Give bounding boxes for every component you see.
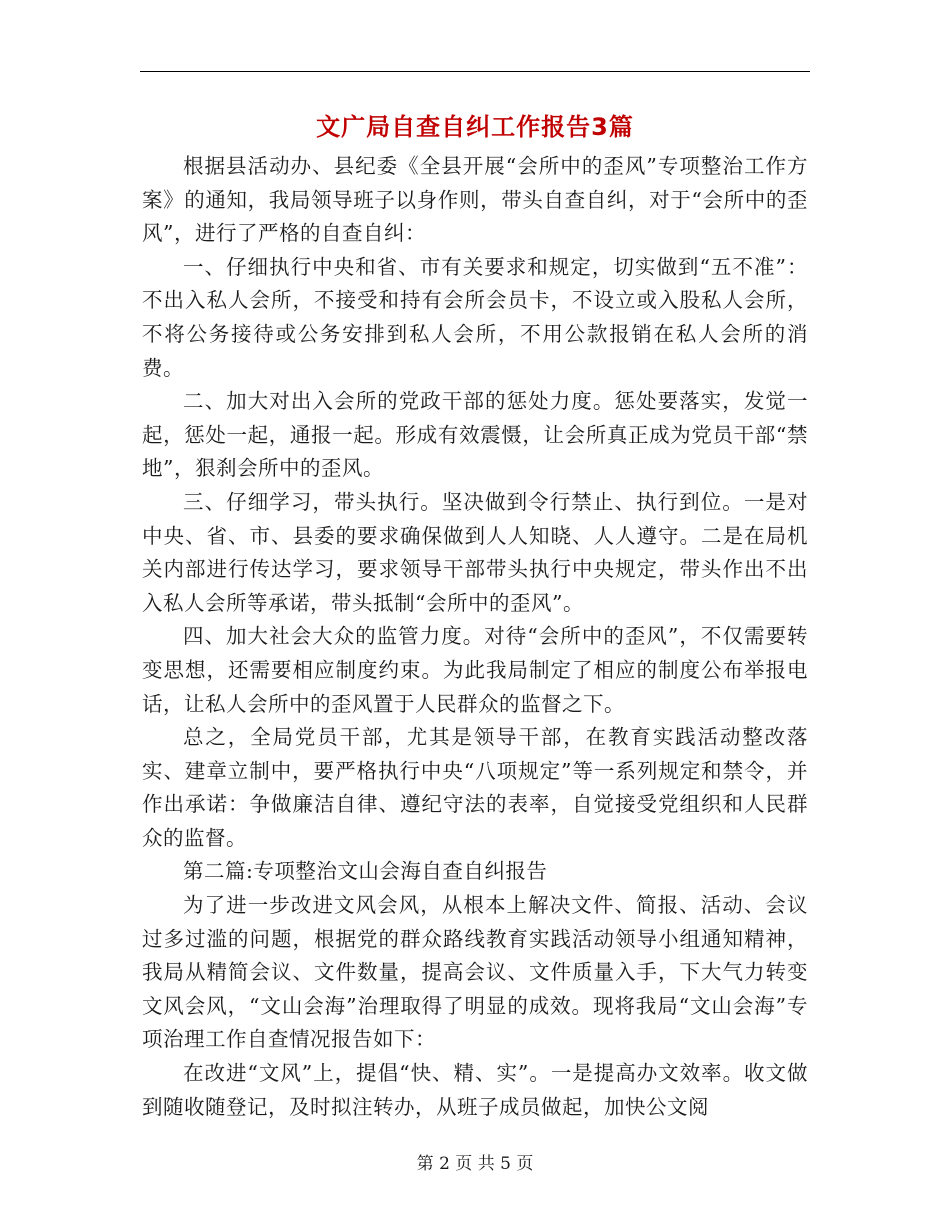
paragraph-point-1: 一、仔细执行中央和省、市有关要求和规定，切实做到“五不准”：不出入私人会所，不接受和持有会所会员卡，不设立或入股私人会所，不将公务接待或公务安排到私人会所，不用公款报销在私人会所的消费。 [142, 254, 808, 380]
paragraph-part-2-intro: 为了进一步改进文风会风，从根本上解决文件、简报、活动、会议过多过滥的问题，根据党的群众路线教育实践活动领导小组通知精神，我局从精简会议、文件数量，提高会议、文件质量入手，下大气力转变文风会风，“文山会海”治理取得了明显的成效。现将我局“文山会海”专项治理工作自查情况报告如下： [142, 893, 808, 1052]
paragraph-point-3: 三、仔细学习，带头执行。坚决做到令行禁止、执行到位。一是对中央、省、市、县委的要求确保做到人人知晓、人人遵守。二是在局机关内部进行传达学习，要求领导干部带头执行中央规定，带头作出不出入私人会所等承诺，带头抵制“会所中的歪风”。 [142, 489, 808, 615]
document-body [142, 150, 808, 1124]
paragraph-intro: 根据县活动办、县纪委《全县开展“会所中的歪风”专项整治工作方案》的通知，我局领导班子以身作则，带头自查自纠，对于“会所中的歪风”，进行了严格的自查自纠： [142, 154, 808, 246]
page-number-footer: 第 2 页 共 5 页 [416, 1154, 534, 1174]
paragraph-point-4: 四、加大社会大众的监管力度。对待“会所中的歪风”，不仅需要转变思想，还需要相应制度约束。为此我局制定了相应的制度公布举报电话，让私人会所中的歪风置于人民群众的监督之下。 [142, 624, 808, 716]
paragraph-point-2: 二、加大对出入会所的党政干部的惩处力度。惩处要落实，发觉一起，惩处一起，通报一起。形成有效震慑，让会所真正成为党员干部“禁地”，狠刹会所中的歪风。 [142, 389, 808, 481]
paragraph-summary: 总之，全局党员干部，尤其是领导干部，在教育实践活动整改落实、建章立制中，要严格执行中央“八项规定”等一系列规定和禁令，并作出承诺：争做廉洁自律、遵纪守法的表率，自觉接受党组织和人民群众的监督。 [142, 725, 808, 850]
section-heading-part-2: 第二篇:专项整治文山会海自查自纠报告 [183, 859, 548, 884]
header-rule [140, 71, 810, 72]
document-title: 文广局自查自纠工作报告3篇 [316, 113, 634, 141]
paragraph-part-2-style: 在改进“文风”上，提倡“快、精、实”。一是提高办文效率。收文做到随收随登记，及时拟注转办，从班子成员做起，加快公文阅 [142, 1061, 808, 1119]
